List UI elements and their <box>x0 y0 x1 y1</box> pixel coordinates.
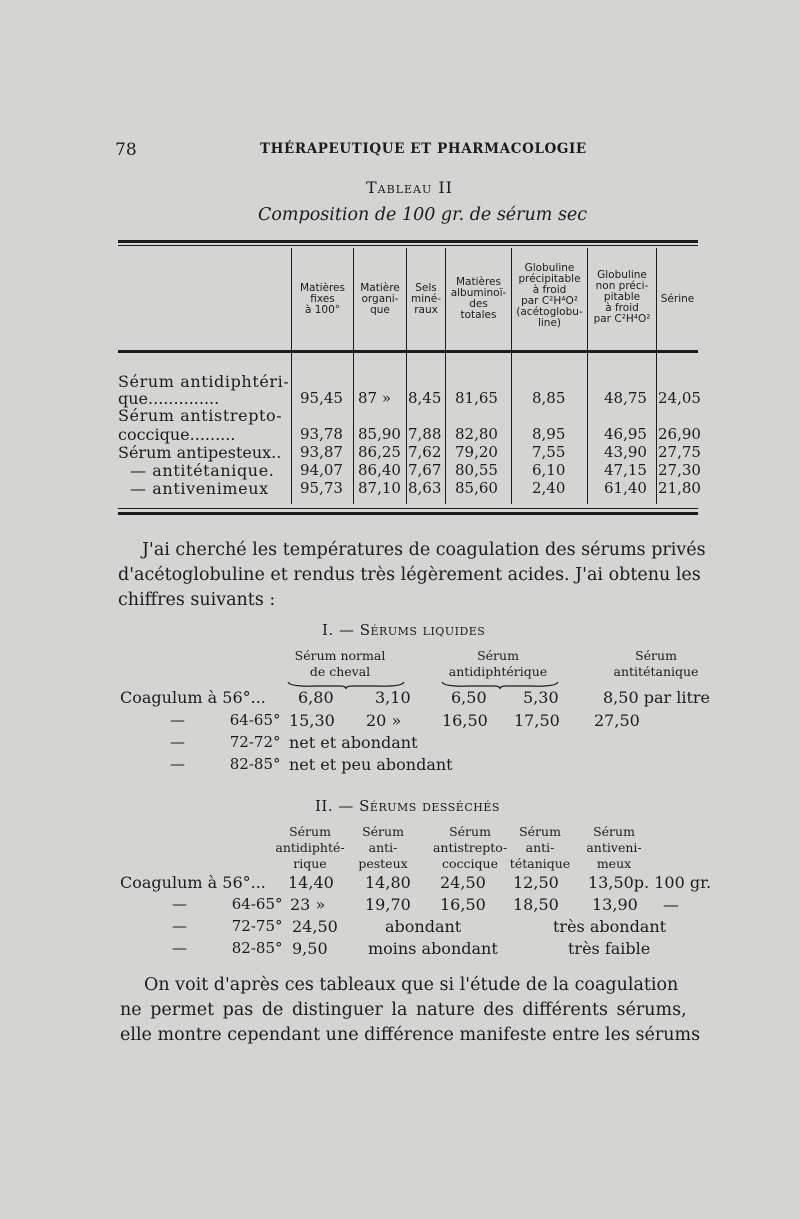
value: 16,50 <box>440 895 486 914</box>
row-label: — 64-65° <box>172 895 283 913</box>
value: 6,50 <box>451 688 487 707</box>
row-label: Coagulum à 56°... <box>120 873 266 892</box>
row-label: que.............. <box>118 389 220 408</box>
page-number: 78 <box>115 140 137 160</box>
value: très abondant <box>553 917 667 936</box>
col-head-antidiphterique: Sérum antidiphtérique <box>448 648 548 679</box>
value: 27,50 <box>594 711 640 730</box>
value: 18,50 <box>513 895 559 914</box>
row-label: — 72-75° <box>172 917 283 935</box>
table-bottom-rule-thick <box>118 512 698 515</box>
value: net et peu abondant <box>289 755 453 774</box>
value: 13,50p. 100 gr. <box>588 873 712 892</box>
cell-matieres-fixes: 95,45 <box>300 389 343 407</box>
paragraph-intro: J'ai cherché les températures de coagulation des sérums privés d'acétoglobuline et rendus très légèrement acides. J'ai obtenu les chiffres suivants : <box>118 540 706 610</box>
col-head-serum-normal: Sérum normal de cheval <box>294 648 386 679</box>
value: très faible <box>568 939 651 958</box>
cell-matieres-fixes: 95,73 <box>300 479 343 497</box>
value: 3,10 <box>375 688 411 707</box>
row-label: Sérum antipesteux.. <box>118 443 282 462</box>
cell-matiere-organique: 86,25 <box>358 443 401 461</box>
row-label: Coagulum à 56°... <box>120 688 266 707</box>
table-subtitle: Composition de 100 gr. de sérum sec <box>258 205 588 225</box>
cell-sels: 8,45 <box>408 389 442 407</box>
cell-matiere-organique: 85,90 <box>358 425 401 443</box>
col-header-sels-mineraux: Sels miné- raux <box>410 282 442 316</box>
running-head: THÉRAPEUTIQUE ET PHARMACOLOGIE <box>260 141 587 157</box>
col-head-antistreptococcique: Sérum antistrepto- coccique <box>432 824 508 871</box>
row-label: — 82-85° <box>170 755 281 773</box>
cell-globuline-non-precip: 61,40 <box>604 479 647 497</box>
value: 17,50 <box>514 711 560 730</box>
value: 16,50 <box>442 711 488 730</box>
value: 24,50 <box>292 917 338 936</box>
row-label: coccique......... <box>118 425 236 444</box>
cell-serine: 27,30 <box>658 461 701 479</box>
value: 15,30 <box>289 711 335 730</box>
table-top-rule-thin <box>118 245 698 246</box>
value: 20 » <box>366 711 402 730</box>
value: 12,50 <box>513 873 559 892</box>
value: 8,50 par litre <box>603 688 711 707</box>
row-label: — antivenimeux <box>130 479 269 498</box>
cell-albuminoides: 82,80 <box>455 425 498 443</box>
cell-matieres-fixes: 93,78 <box>300 425 343 443</box>
row-label: — 82-85° <box>172 939 283 957</box>
table-title: Tableau II <box>366 178 453 197</box>
cell-albuminoides: 80,55 <box>455 461 498 479</box>
cell-serine: 26,90 <box>658 425 701 443</box>
col-head-antipesteux: Sérum anti- pesteux <box>358 824 408 871</box>
cell-albuminoides: 79,20 <box>455 443 498 461</box>
cell-serine: 21,80 <box>658 479 701 497</box>
value: 14,40 <box>288 873 334 892</box>
cell-sels: 7,62 <box>408 443 442 461</box>
table-header-rule <box>118 350 698 353</box>
col-header-matieres-fixes: Matières fixes à 100° <box>299 282 345 316</box>
value: 14,80 <box>365 873 411 892</box>
value: 23 » <box>290 895 326 914</box>
cell-globuline-non-precip: 43,90 <box>604 443 647 461</box>
cell-globuline-precip: 6,10 <box>532 461 566 479</box>
col-header-globuline-non-precipitable: Globuline non préci- pitable à froid par C²H⁴O² <box>593 269 651 325</box>
value: abondant <box>385 917 462 936</box>
value: 13,90 — <box>592 895 679 914</box>
section-title-desseches: II. — Sérums desséchés <box>315 797 500 815</box>
cell-globuline-precip: 7,55 <box>532 443 566 461</box>
value: 6,80 <box>298 688 334 707</box>
cell-sels: 7,67 <box>408 461 442 479</box>
row-label: Sérum antistrepto- <box>118 406 283 425</box>
row-label: — 72-72° <box>170 733 281 751</box>
value: 19,70 <box>365 895 411 914</box>
cell-globuline-non-precip: 46,95 <box>604 425 647 443</box>
col-head-antitetanique: Sérum antitétanique <box>613 648 699 679</box>
col-head-antitetanique: Sérum anti- tétanique <box>509 824 571 871</box>
row-label: — 64-65° <box>170 711 281 729</box>
row-label: Sérum antidiphtéri- <box>118 372 290 391</box>
value: moins abondant <box>368 939 498 958</box>
cell-globuline-non-precip: 47,15 <box>604 461 647 479</box>
table-bottom-rule <box>118 508 698 509</box>
cell-globuline-precip: 8,85 <box>532 389 566 407</box>
col-header-globuline-precipitable: Globuline précipitable à froid par C²H⁴O² (acétoglobu- line) <box>516 262 583 329</box>
cell-sels: 8,63 <box>408 479 442 497</box>
cell-matiere-organique: 87 » <box>358 389 392 407</box>
value: net et abondant <box>289 733 418 752</box>
cell-matieres-fixes: 94,07 <box>300 461 343 479</box>
section-title-liquides: I. — Sérums liquides <box>322 621 486 639</box>
cell-albuminoides: 81,65 <box>455 389 498 407</box>
col-divider <box>656 248 657 504</box>
cell-sels: 7,88 <box>408 425 442 443</box>
col-header-serine: Sérine <box>660 293 695 305</box>
cell-matiere-organique: 87,10 <box>358 479 401 497</box>
value: 24,50 <box>440 873 486 892</box>
cell-serine: 27,75 <box>658 443 701 461</box>
cell-globuline-precip: 2,40 <box>532 479 566 497</box>
col-head-antidiphterique: Sérum antidiphté- rique <box>275 824 345 871</box>
cell-albuminoides: 85,60 <box>455 479 498 497</box>
cell-matiere-organique: 86,40 <box>358 461 401 479</box>
cell-matieres-fixes: 93,87 <box>300 443 343 461</box>
cell-globuline-non-precip: 48,75 <box>604 389 647 407</box>
cell-globuline-precip: 8,95 <box>532 425 566 443</box>
value: 9,50 <box>292 939 328 958</box>
cell-serine: 24,05 <box>658 389 701 407</box>
paragraph-conclusion: On voit d'après ces tableaux que si l'étude de la coagulation ne permet pas de distinguer la nature des différents sérums, elle montre cependant une différence manifeste entre les sérums <box>120 975 701 1045</box>
col-header-matieres-albuminoides: Matières albuminoï- des totales <box>450 276 507 321</box>
value: 5,30 <box>523 688 559 707</box>
col-head-antivenimeux: Sérum antiveni- meux <box>586 824 642 871</box>
table-top-rule <box>118 240 698 243</box>
row-label: — antitétanique. <box>130 461 275 480</box>
col-header-matiere-organique: Matière organi- que <box>360 282 400 316</box>
